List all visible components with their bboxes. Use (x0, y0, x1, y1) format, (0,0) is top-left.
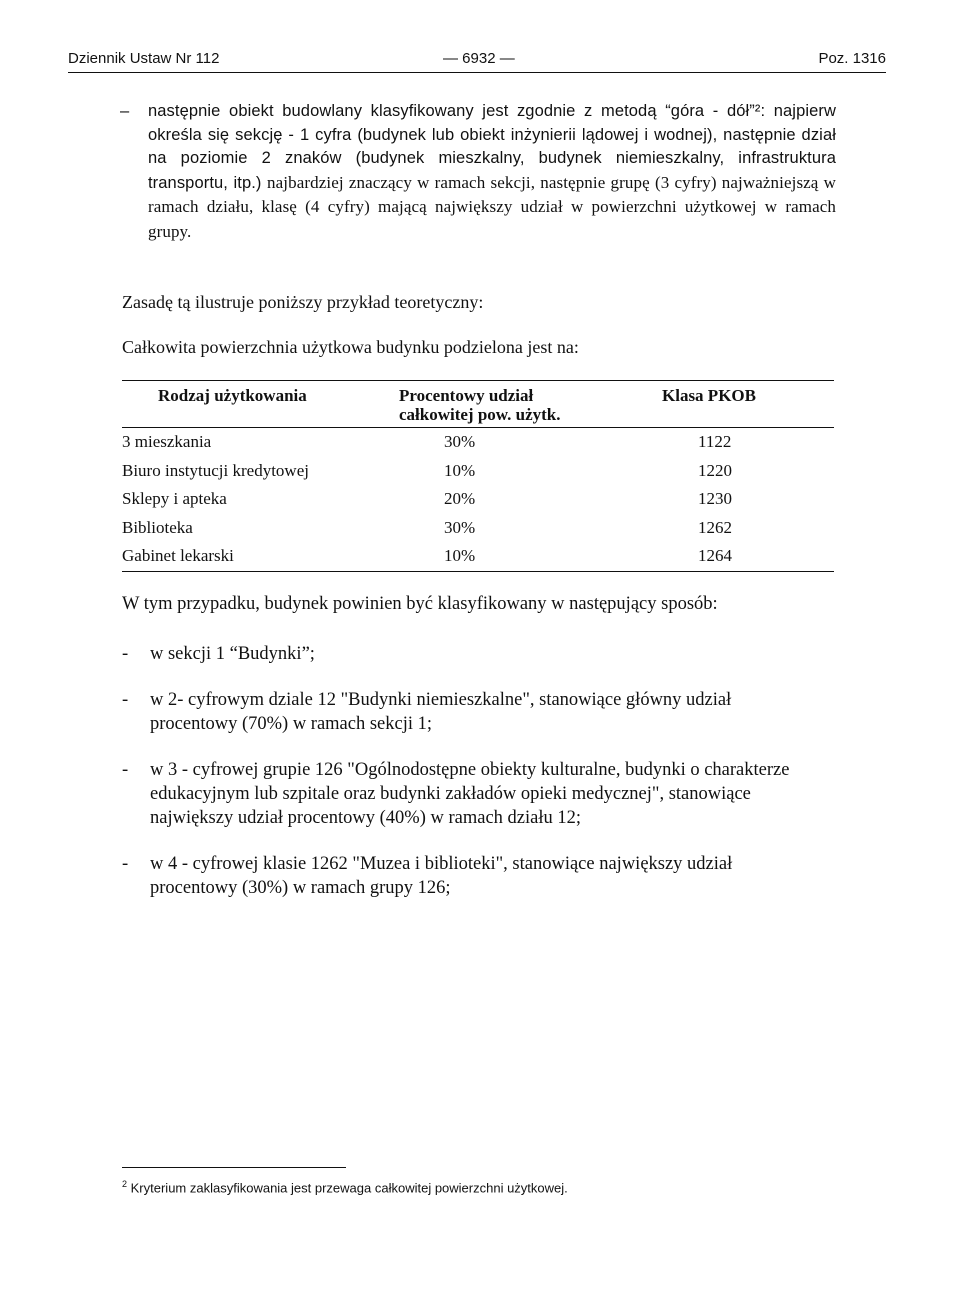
usage-table (122, 380, 834, 572)
page-header (68, 48, 886, 73)
list-item (122, 758, 822, 830)
page-number: — 6932 — (443, 50, 515, 67)
list-dash: - (122, 690, 129, 710)
cell-share: 10% (444, 460, 476, 480)
header-share-line1: Procentowy udział (399, 386, 534, 405)
example-intro: Zasadę tą ilustruje poniższy przykład teoretyczny: (122, 292, 484, 312)
classification-summary: W tym przypadku, budynek powinien być klasyfikowany w następujący sposób: (122, 594, 718, 614)
intro-text (120, 100, 836, 244)
footnote-rule (122, 1167, 346, 1168)
position-number: Poz. 1316 (818, 50, 886, 67)
cell-class: 1122 (698, 432, 732, 451)
cell-share: 10% (444, 546, 476, 565)
cell-usage: Biuro instytucji kredytowej (122, 460, 309, 480)
classification-list (122, 642, 822, 922)
cell-class: 1230 (698, 489, 732, 508)
list-item (122, 688, 822, 736)
table-row (122, 428, 834, 457)
cell-usage: Sklepy i apteka (122, 489, 227, 508)
list-item-text: w sekcji 1 “Budynki”; (150, 644, 315, 664)
list-item (122, 852, 822, 900)
cell-usage: 3 mieszkania (122, 432, 212, 451)
cell-class: 1264 (698, 546, 732, 565)
list-item-text: w 4 - cyfrowej klasie 1262 "Muzea i biblioteki", stanowiące największy udział procentowy (30%) w ramach grupy 126; (150, 854, 733, 898)
cell-class: 1220 (698, 460, 732, 480)
footnote-text: Kryterium zaklasyfikowania jest przewaga całkowitej powierzchni użytkowej. (130, 1180, 568, 1196)
list-dash: - (122, 760, 129, 780)
footnote-mark: 2 (122, 1179, 128, 1189)
table-row (122, 457, 834, 486)
intro-text-part2: najbardziej znaczący w ramach sekcji, następnie grupę (3 cyfry) najważniejszą w ramach działu, klasę (4 cyfry) mającą największy udział w powierzchni użytkowej w ramach grupy. (148, 172, 837, 241)
list-dash: - (122, 854, 129, 874)
header-pkob-class: Klasa PKOB (662, 386, 756, 405)
journal-name: Dziennik Ustaw Nr 112 (68, 50, 220, 67)
table-bottom-rule (122, 571, 834, 572)
header-usage-type: Rodzaj użytkowania (158, 386, 307, 405)
table-row (122, 485, 834, 514)
table-header (122, 381, 834, 427)
intro-dash: – (120, 102, 130, 120)
table-row (122, 542, 834, 571)
footnote (122, 1179, 568, 1195)
cell-share: 20% (444, 489, 476, 508)
list-item (122, 642, 822, 666)
list-dash: - (122, 644, 129, 664)
cell-share: 30% (444, 517, 476, 537)
header-share (399, 386, 561, 424)
cell-class: 1262 (698, 517, 732, 537)
cell-usage: Biblioteka (122, 517, 193, 537)
cell-usage: Gabinet lekarski (122, 546, 234, 565)
header-share-line2: całkowitej pow. użytk. (399, 405, 561, 424)
list-item-text: w 2- cyfrowym dziale 12 "Budynki niemieszkalne", stanowiące główny udział procentowy (70%) w ramach sekcji 1; (150, 690, 732, 734)
table-row (122, 514, 834, 543)
intro-text-part1: następnie obiekt budowlany klasyfikowany jest zgodnie z metodą “góra - dół”²: najpierw określa się sekcję - 1 cyfra (budynek lub obiekt inżynierii lądowej i wodnej), następnie dział na poziomie 2 znaków (budynek mieszkalny, budynek niemieszkalny, infrastruktura transportu, itp.) (148, 102, 836, 192)
cell-share: 30% (444, 432, 476, 451)
intro-paragraph (120, 100, 836, 244)
area-intro: Całkowita powierzchnia użytkowa budynku podzielona jest na: (122, 337, 579, 357)
list-item-text: w 3 - cyfrowej grupie 126 "Ogólnodostępne obiekty kulturalne, budynki o charakterze edukacyjnym lub szpitale oraz budynki zakładów opieki medycznej", stanowiące największy udział procentowy (40%) w ramach działu 12; (150, 760, 790, 828)
